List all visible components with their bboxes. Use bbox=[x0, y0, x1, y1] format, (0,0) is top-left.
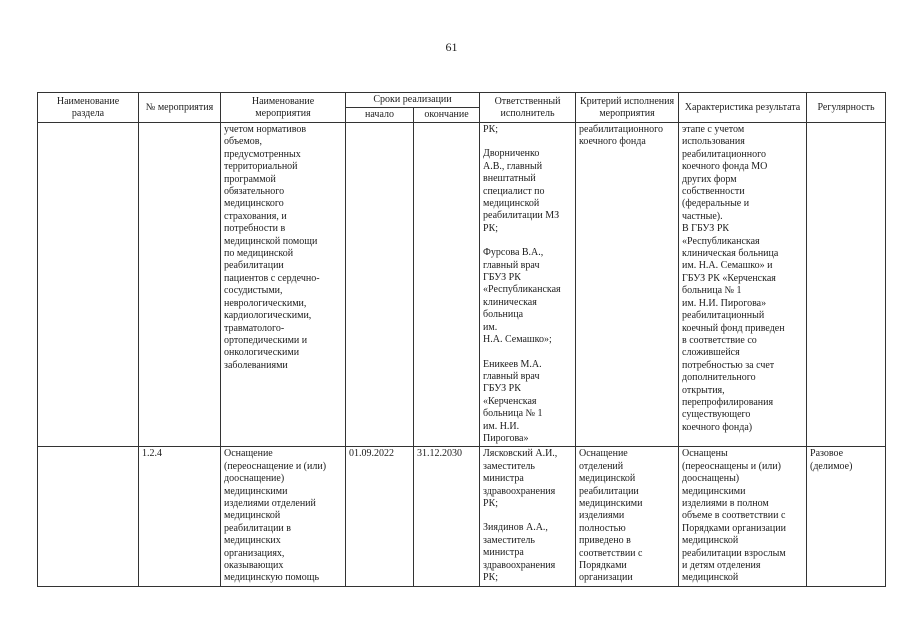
header-executor: Ответственный исполнитель bbox=[480, 93, 576, 123]
executor-entry: Зиядинов А.А., заместитель министра здравоохранения РК; bbox=[483, 522, 556, 583]
table-header bbox=[38, 93, 886, 123]
header-deadlines: Сроки реализации bbox=[346, 93, 480, 108]
cell-executor bbox=[480, 447, 576, 586]
page-number: 61 bbox=[445, 40, 458, 54]
cell-number bbox=[139, 123, 221, 447]
measures-table bbox=[37, 92, 886, 587]
cell-event-name: Оснащение (переоснащение и (или) дооснащение) медицинскими изделиями отделений медицинской реабилитации в медицинских организациях, оказывающих медицинскую помощь bbox=[221, 447, 346, 586]
cell-regularity: Разовое (делимое) bbox=[807, 447, 886, 586]
executor-entry: Еникеев М.А. главный врач ГБУЗ РК «Керченская больница № 1 им. Н.И. Пирогова» bbox=[483, 358, 543, 444]
cell-criterion: реабилитационного коечного фонда bbox=[576, 123, 679, 447]
table-row bbox=[38, 123, 886, 447]
header-criterion: Критерий исполнения мероприятия bbox=[576, 93, 679, 123]
cell-number: 1.2.4 bbox=[139, 447, 221, 586]
header-end: окончание bbox=[414, 108, 480, 123]
cell-regularity bbox=[807, 123, 886, 447]
cell-result: Оснащены (переоснащены и (или) дооснащены) медицинскими изделиями в полном объеме в соответствии с Порядками организации медицинской реабилитации взрослым и детям отделения медицинской bbox=[679, 447, 807, 586]
executor-entry: РК; bbox=[483, 124, 499, 135]
header-section-name: Наименование раздела bbox=[38, 93, 139, 123]
header-start: начало bbox=[346, 108, 414, 123]
cell-start bbox=[346, 123, 414, 447]
cell-start: 01.09.2022 bbox=[346, 447, 414, 586]
header-result: Характеристика результата bbox=[679, 93, 807, 123]
cell-end bbox=[414, 123, 480, 447]
cell-event-name: учетом нормативов объемов, предусмотренных территориальной программой обязательного медицинского страхования, и потребности в медицинской помощи по медицинской реабилитации пациентов с сердечно- сосудистыми, неврологическими, кардиологическими, травматолого- ортопедическими и онкологическими заболеваниями bbox=[221, 123, 346, 447]
cell-executor bbox=[480, 123, 576, 447]
cell-section bbox=[38, 447, 139, 586]
cell-section bbox=[38, 123, 139, 447]
cell-criterion: Оснащение отделений медицинской реабилитации медицинскими изделиями полностью приведено в соответствии с Порядками организации bbox=[576, 447, 679, 586]
header-event-number: № мероприятия bbox=[139, 93, 221, 123]
cell-result: этапе с учетом использования реабилитационного коечного фонда МО других форм собственности (федеральные и частные). В ГБУЗ РК «Республиканская клиническая больница им. Н.А. Семашко» и ГБУЗ РК «Керченская больница № 1 им. Н.И. Пирогова» реабилитационный коечный фонд приведен в соответствие со сложившейся потребностью за счет дополнительного открытия, перепрофилирования существующего коечного фонда) bbox=[679, 123, 807, 447]
cell-end: 31.12.2030 bbox=[414, 447, 480, 586]
executor-entry: Лясковский А.И., заместитель министра здравоохранения РК; bbox=[483, 448, 558, 509]
table-row bbox=[38, 447, 886, 586]
header-regularity: Регулярность bbox=[807, 93, 886, 123]
executor-entry: Фурсова В.А., главный врач ГБУЗ РК «Республиканская клиническая больница им. Н.А. Семашко»; bbox=[483, 247, 561, 346]
header-event-name: Наименование мероприятия bbox=[221, 93, 346, 123]
executor-entry: Дворниченко А.В., главный внештатный специалист по медицинской реабилитации МЗ РК; bbox=[483, 148, 560, 234]
